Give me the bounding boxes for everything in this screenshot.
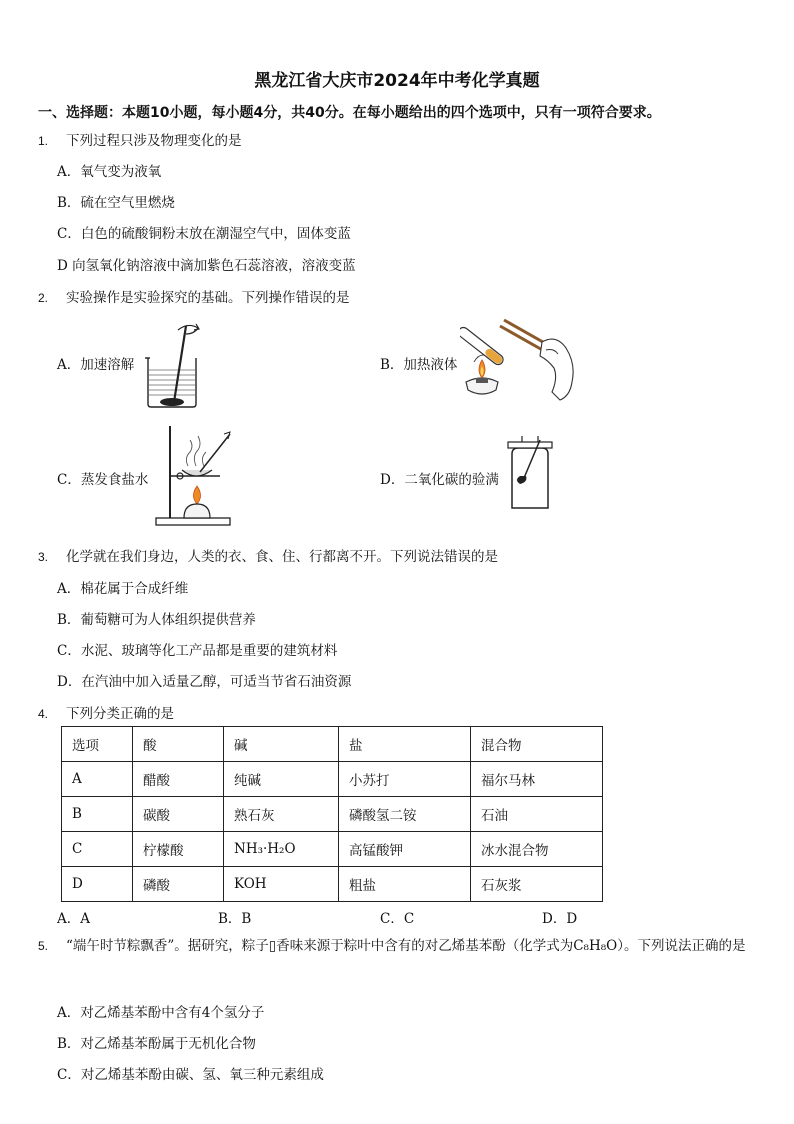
q2-option-b: B．加热液体	[380, 357, 458, 373]
table-cell: 柠檬酸	[133, 832, 224, 867]
section-heading: 一、选择题：本题10小题，每小题4分，共40分。在每小题给出的四个选项中，只有一项符合要求。	[38, 105, 661, 121]
q5-option-b: B．对乙烯基苯酚属于无机化合物	[57, 1036, 256, 1052]
question-stem: “端午时节粽飘香”。据研究，粽子▯香味来源于粽叶中含有的对乙烯基苯酚（化学式为C₈H₈O）。下列说法正确的是	[66, 938, 746, 954]
table-cell: 小苏打	[339, 762, 471, 797]
q2-option-a: A．加速溶解	[57, 357, 135, 373]
q1-option-c: C．白色的硫酸铜粉末放在潮湿空气中，固体变蓝	[57, 226, 351, 242]
table-cell: NH₃·H₂O	[224, 832, 339, 867]
table-cell: 福尔马林	[471, 762, 603, 797]
heating-tube-figure	[460, 312, 580, 410]
table-cell: 粗盐	[339, 867, 471, 902]
table-header-cell: 酸	[133, 727, 224, 762]
q2-option-c: C．蒸发食盐水	[57, 472, 149, 488]
page-title: 黑龙江省大庆市2024年中考化学真题	[254, 71, 540, 91]
evaporation-figure	[150, 422, 236, 530]
table-cell: 醋酸	[133, 762, 224, 797]
q5-option-c: C．对乙烯基苯酚由碳、氢、氧三种元素组成	[57, 1067, 324, 1083]
q4-option-a: A．A	[57, 911, 90, 927]
table-cell: 纯碱	[224, 762, 339, 797]
table-cell: 碳酸	[133, 797, 224, 832]
q3-option-c: C．水泥、玻璃等化工产品都是重要的建筑材料	[57, 643, 338, 659]
table-header-cell: 碱	[224, 727, 339, 762]
stirring-beaker-figure	[142, 318, 202, 410]
table-cell: 石油	[471, 797, 603, 832]
table-header-cell: 盐	[339, 727, 471, 762]
question-stem: 化学就在我们身边，人类的衣、食、住、行都离不开。下列说法错误的是	[66, 549, 498, 565]
q2-option-d: D．二氧化碳的验满	[380, 472, 499, 488]
table-cell: 冰水混合物	[471, 832, 603, 867]
table-cell: A	[62, 762, 133, 797]
q4-option-d: D．D	[542, 911, 578, 927]
table-row	[62, 832, 603, 867]
question-number: 1.	[38, 134, 49, 148]
q4-option-c: C．C	[380, 911, 415, 927]
table-cell: B	[62, 797, 133, 832]
question-1	[38, 129, 242, 149]
table-header-row	[62, 727, 603, 762]
q1-option-d: D 向氢氧化钠溶液中滴加紫色石蕊溶液，溶液变蓝	[57, 258, 356, 274]
table-header-cell: 混合物	[471, 727, 603, 762]
question-stem: 实验操作是实验探究的基础。下列操作错误的是	[66, 290, 350, 306]
table-cell: D	[62, 867, 133, 902]
question-3	[38, 545, 498, 565]
classification-table	[61, 726, 603, 902]
q1-option-a: A．氧气变为液氧	[57, 164, 162, 180]
question-5	[38, 932, 768, 961]
question-number: 5.	[38, 939, 49, 953]
q3-option-a: A．棉花属于合成纤维	[57, 581, 189, 597]
table-cell: 高锰酸钾	[339, 832, 471, 867]
q4-option-b: B．B	[218, 911, 252, 927]
q5-option-a: A．对乙烯基苯酚中含有4个氢分子	[57, 1005, 265, 1021]
q1-option-b: B．硫在空气里燃烧	[57, 195, 175, 211]
table-cell: 磷酸	[133, 867, 224, 902]
table-cell: 熟石灰	[224, 797, 339, 832]
question-stem: 下列过程只涉及物理变化的是	[66, 133, 242, 149]
question-number: 4.	[38, 707, 49, 721]
table-row	[62, 867, 603, 902]
table-cell: C	[62, 832, 133, 867]
table-header-cell: 选项	[62, 727, 133, 762]
question-2	[38, 286, 350, 306]
table-cell: KOH	[224, 867, 339, 902]
question-number: 3.	[38, 550, 49, 564]
q3-option-d: D．在汽油中加入适量乙醇，可适当节省石油资源	[57, 674, 352, 690]
q3-option-b: B．葡萄糖可为人体组织提供营养	[57, 612, 256, 628]
question-stem: 下列分类正确的是	[66, 706, 174, 722]
question-number: 2.	[38, 291, 49, 305]
table-cell: 磷酸氢二铵	[339, 797, 471, 832]
co2-check-figure	[502, 436, 556, 512]
question-4	[38, 702, 174, 722]
table-row	[62, 797, 603, 832]
table-row	[62, 762, 603, 797]
table-cell: 石灰浆	[471, 867, 603, 902]
